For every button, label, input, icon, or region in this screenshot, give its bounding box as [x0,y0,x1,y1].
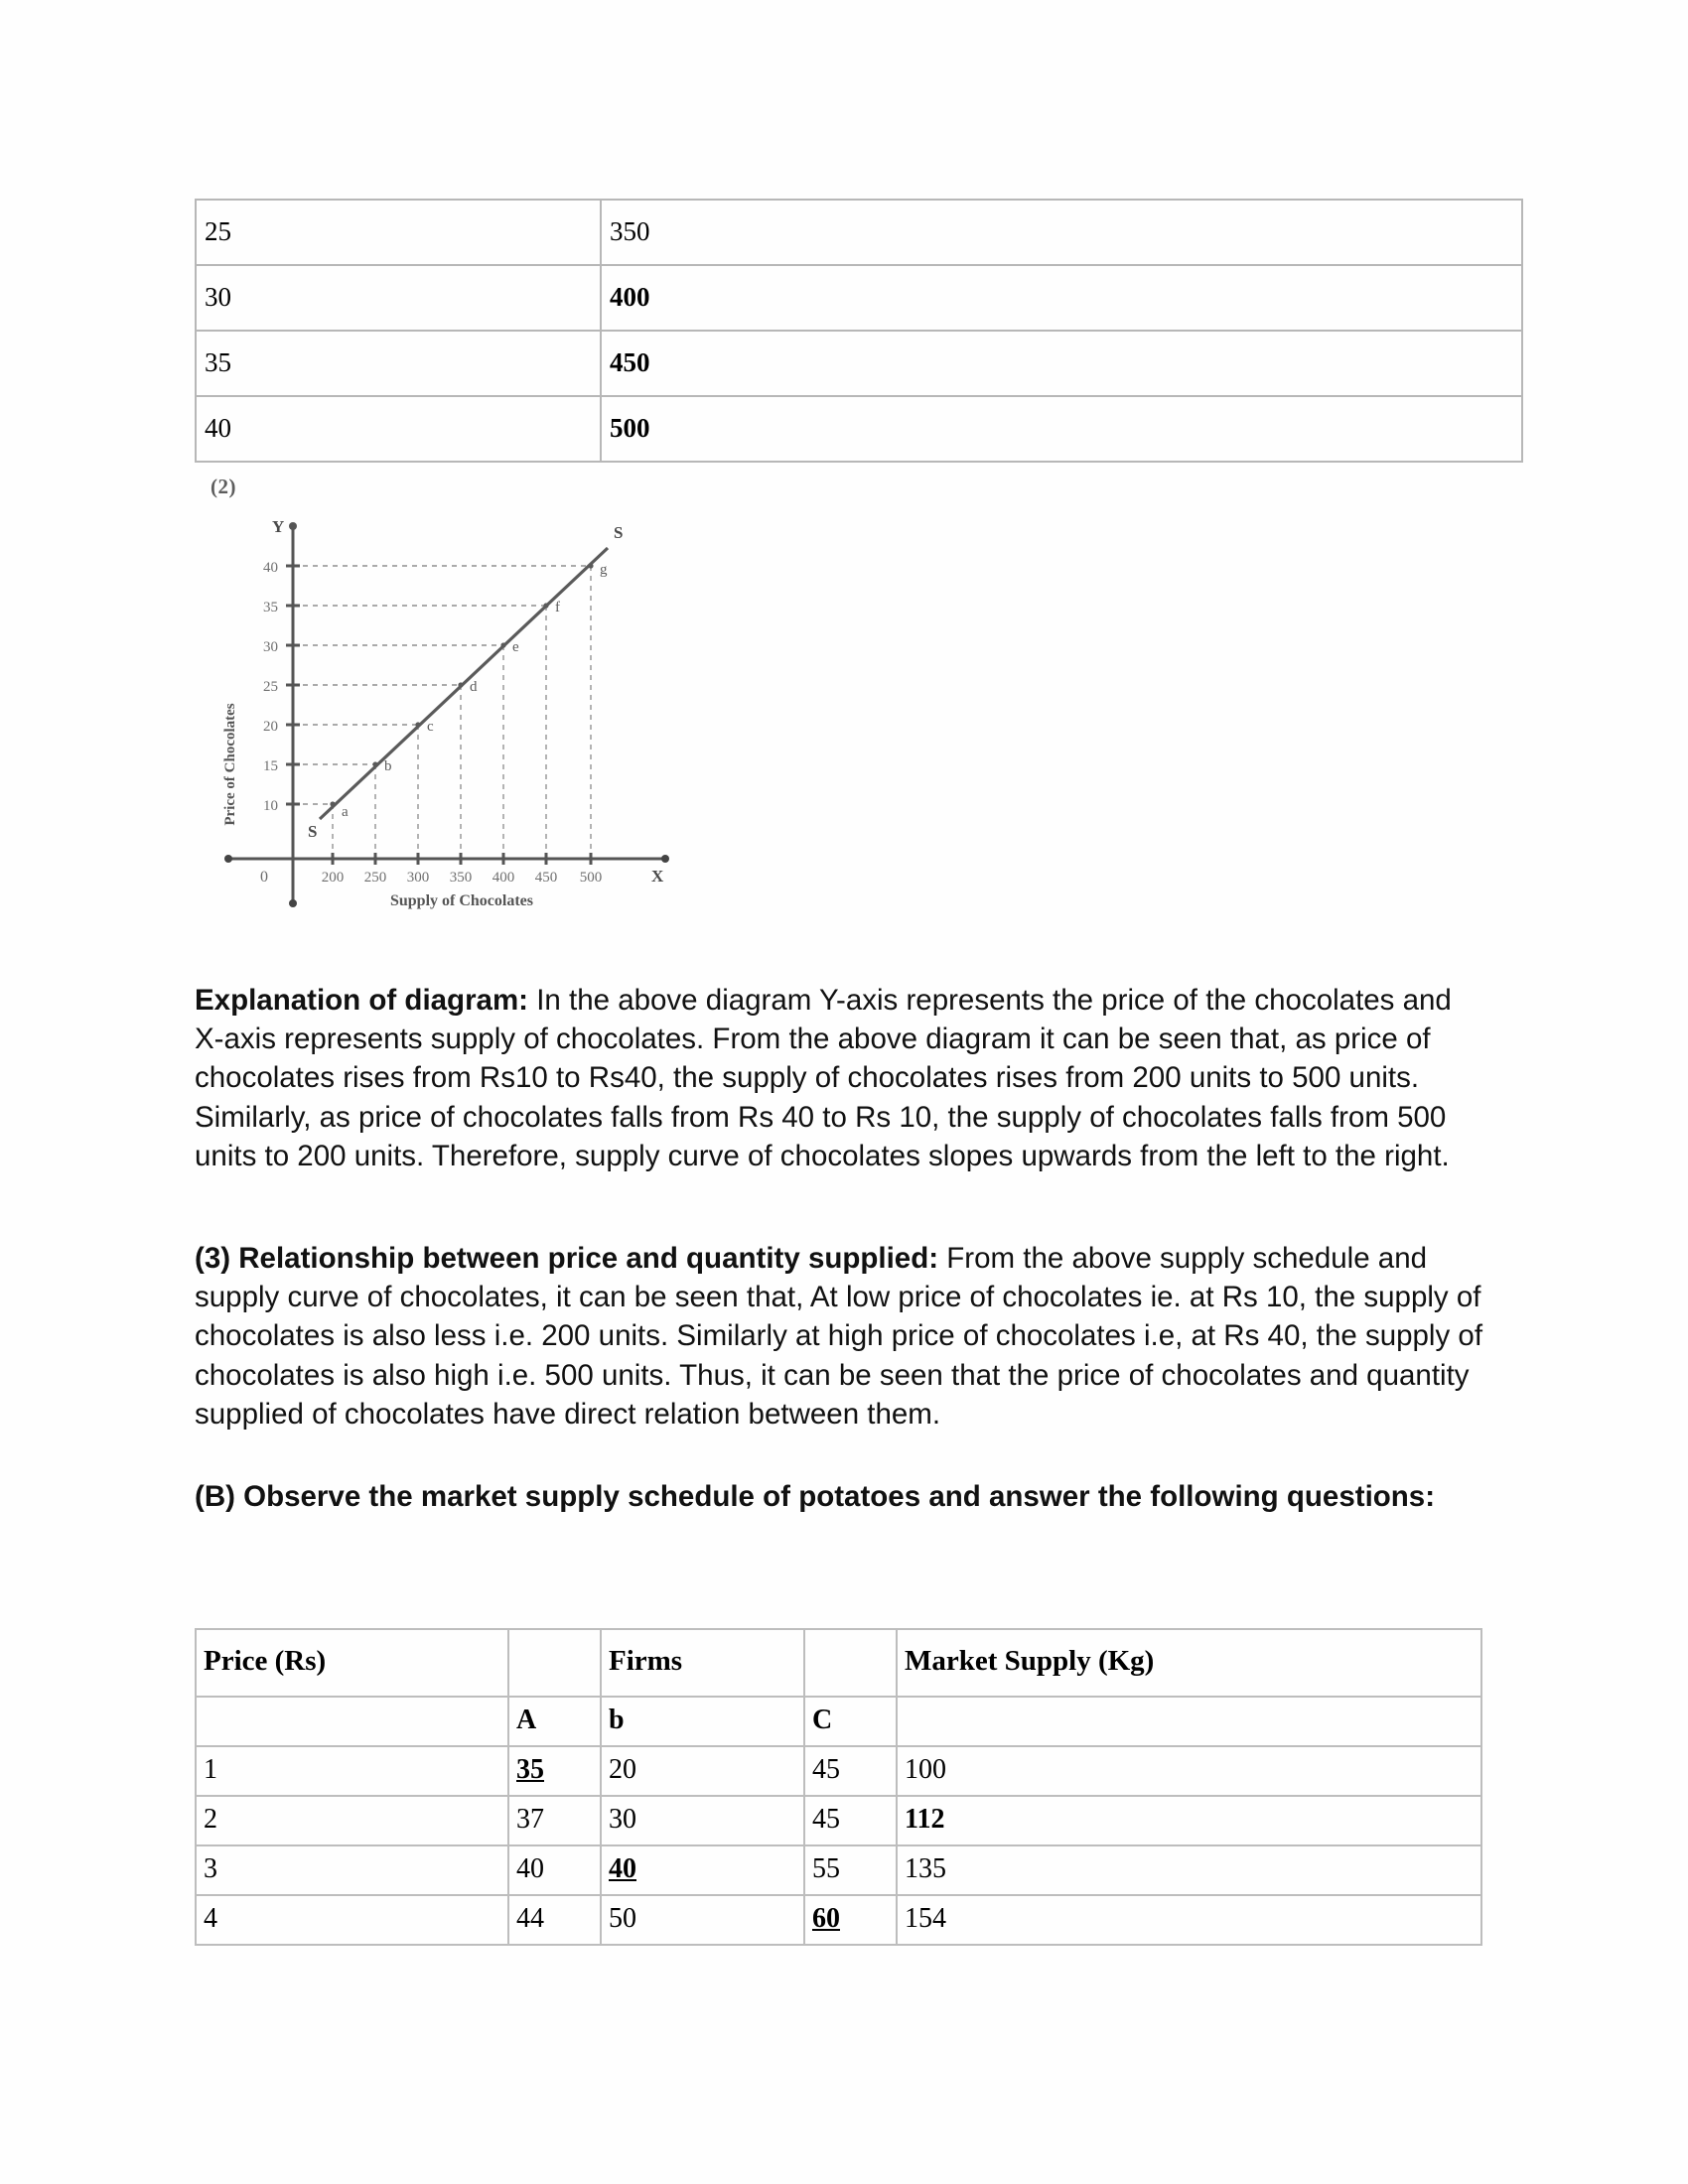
cell-market-supply: 154 [897,1895,1481,1945]
svg-text:g: g [600,562,608,578]
point-letter-labels [342,562,608,820]
cell-firm-a: 44 [508,1895,601,1945]
cell-price: 30 [196,265,601,331]
table-subheader-row [196,1697,1481,1746]
cell-price: 40 [196,396,601,462]
cell-firm-b: 30 [601,1796,804,1845]
curve-label-bottom: S [308,822,318,841]
svg-text:200: 200 [321,870,345,886]
figure-number-label: (2) [211,475,236,498]
header-spacer-c [804,1629,897,1697]
svg-text:20: 20 [263,719,278,735]
cell-price: 4 [196,1895,508,1945]
cell-price: 35 [196,331,601,396]
cell-firm-b: 50 [601,1895,804,1945]
supply-curve-diagram [199,467,715,943]
svg-text:250: 250 [363,870,387,886]
relationship-label: (3) Relationship between price and quantity supplied: [195,1242,939,1275]
svg-text:10: 10 [263,798,278,814]
subheader-blank [196,1697,508,1746]
table-row [196,200,1522,265]
cell-market-supply: 112 [897,1796,1481,1845]
svg-text:b: b [384,758,392,774]
supply-curve-line [320,548,608,819]
svg-text:e: e [512,639,519,655]
curve-label-top: S [614,523,624,542]
y-axis-arrow-dot [289,522,297,530]
svg-text:450: 450 [534,870,558,886]
bottom-table-body [196,1629,1481,1945]
market-supply-schedule-table [195,1628,1482,1946]
y-axis-title: Price of Chocolates [222,703,238,826]
relationship-paragraph [195,1239,1485,1433]
cell-firm-b: 40 [601,1845,804,1895]
cell-firm-c: 45 [804,1746,897,1796]
header-market-supply: Market Supply (Kg) [897,1629,1481,1697]
cell-firm-c: 60 [804,1895,897,1945]
cell-firm-a: 40 [508,1845,601,1895]
svg-text:f: f [555,600,560,615]
svg-text:400: 400 [492,870,515,886]
cell-market-supply: 135 [897,1845,1481,1895]
subheader-firm-c: C [804,1697,897,1746]
cell-firm-c: 45 [804,1796,897,1845]
cell-firm-b: 20 [601,1746,804,1796]
cell-price: 25 [196,200,601,265]
svg-text:c: c [427,719,434,735]
table-row [196,396,1522,462]
relationship-body: From the above supply schedule and supply curve of chocolates, it can be seen that, At low price of chocolates ie. at Rs 10, the supply of chocolates is also less i.e. 200 units. Similarly at high price of chocolates i.e, at Rs 40, the supply of chocolates is also high i.e. 500 units. Thus, it can be seen that the price of chocolates and quantity supplied of chocolates have direct relation between them. [195,1242,1483,1431]
cell-supply: 450 [601,331,1522,396]
table-row [196,1895,1481,1945]
cell-price: 1 [196,1746,508,1796]
cell-supply: 400 [601,265,1522,331]
y-tick-labels [263,560,278,814]
svg-text:15: 15 [263,758,278,774]
cell-supply: 500 [601,396,1522,462]
x-axis-letter: X [651,867,664,886]
subheader-firm-a: A [508,1697,601,1746]
header-spacer-a [508,1629,601,1697]
table-row [196,331,1522,396]
explanation-label: Explanation of diagram: [195,984,529,1017]
subheader-firm-b: b [601,1697,804,1746]
x-axis-left-dot [224,855,232,863]
explanation-paragraph [195,981,1485,1175]
cell-price: 2 [196,1796,508,1845]
section-b-heading: (B) Observe the market supply schedule of potatoes and answer the following questions: [195,1480,1436,1513]
cell-firm-a: 35 [508,1746,601,1796]
cell-price: 3 [196,1845,508,1895]
y-axis-bottom-dot [289,899,297,907]
cell-supply: 350 [601,200,1522,265]
y-axis-letter: Y [272,517,285,536]
table-header-row [196,1629,1481,1697]
svg-text:300: 300 [406,870,430,886]
table-row [196,1845,1481,1895]
subheader-blank-market [897,1697,1481,1746]
supply-schedule-table-continued [195,199,1523,463]
header-price: Price (Rs) [196,1629,508,1697]
svg-text:35: 35 [263,600,278,615]
x-axis-arrow-dot [661,855,669,863]
cell-firm-a: 37 [508,1796,601,1845]
cell-market-supply: 100 [897,1746,1481,1796]
table-row [196,1746,1481,1796]
top-table-body [196,200,1522,462]
table-row [196,1796,1481,1845]
supply-curve-svg [199,467,715,943]
table-row [196,265,1522,331]
svg-text:d: d [470,679,478,695]
vertical-droplines [333,566,591,859]
svg-text:40: 40 [263,560,278,576]
explanation-body: In the above diagram Y-axis represents the price of the chocolates and X-axis represents supply of chocolates. From the above diagram it can be seen that, as price of chocolates rises from Rs10 to Rs40, the supply of chocolates rises from 200 units to 500 units. Similarly, as price of chocolates falls from Rs 40 to Rs 10, the supply of chocolates falls from 500 units to 200 units. Therefore, supply curve of chocolates slopes upwards from the left to the right. [195,984,1452,1172]
cell-firm-c: 55 [804,1845,897,1895]
header-firms: Firms [601,1629,804,1697]
svg-text:30: 30 [263,639,278,655]
x-tick-labels [322,870,603,886]
origin-label: 0 [260,869,268,886]
x-axis-title: Supply of Chocolates [389,892,534,909]
svg-text:500: 500 [579,870,603,886]
svg-text:350: 350 [449,870,473,886]
svg-text:25: 25 [263,679,278,695]
svg-text:a: a [342,804,349,820]
